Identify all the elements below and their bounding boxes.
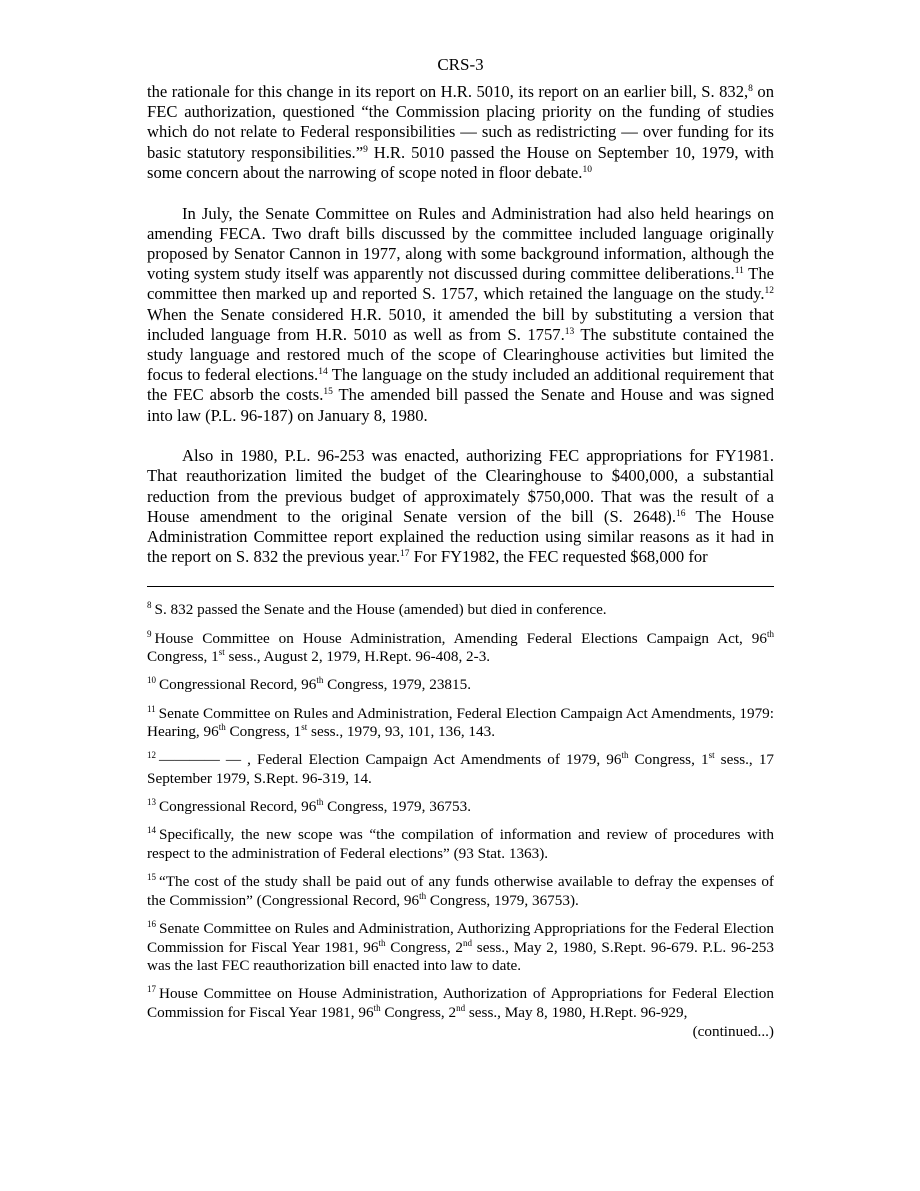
footnote-ref-8[interactable]: 8 (748, 84, 753, 94)
ordinal-suffix: th (419, 890, 427, 901)
footnote-text: sess., May 2, 1980, S.Rept. 96-679. P.L. 96-253 was the last FEC reauthorization bill enacted into law to date. (147, 938, 774, 975)
ordinal-suffix: th (316, 675, 324, 686)
footnote-ref-17[interactable]: 17 (400, 549, 410, 560)
footnote-text: Congress, 1979, 23815. (323, 676, 472, 694)
ordinal-suffix: th (218, 722, 226, 733)
p1-text-2: on FEC authorization, questioned “the Commission placing priority on the funding of studies which do not relate to Federal responsibilities — such as redistricting — over funding for its basic statutory responsibilities.” (147, 82, 774, 162)
footnote-number: 14 (147, 825, 156, 836)
footnote-text: Congress, 2 (385, 938, 464, 956)
p2-text-3: When the Senate considered H.R. 5010, it amended the bill by substituting a version that included language from H.R. 5010 as well as from S. 1757. (147, 304, 774, 344)
footnote-number: 11 (147, 703, 156, 714)
footnote-13 (147, 798, 774, 817)
footnote-ref-11[interactable]: 11 (734, 266, 744, 277)
paragraph-3 (147, 446, 774, 567)
footnote-text: Congress, 1979, 36753. (323, 798, 472, 816)
ordinal-suffix: th (766, 628, 774, 639)
footnote-text: ———— — , Federal Election Campaign Act Amendments of 1979, 96 (159, 751, 622, 769)
footnote-ref-9[interactable]: 9 (363, 144, 368, 155)
footnote-text: Specifically, the new scope was “the compilation of information and review of procedures with respect to the administration of Federal elections” (93 Stat. 1363). (147, 826, 774, 862)
footnote-text: sess., August 2, 1979, H.Rept. 96-408, 2-3. (224, 648, 491, 666)
body-text (147, 82, 774, 567)
footnote-text: Congress, 1 (147, 648, 219, 666)
p3-text-1: Also in 1980, P.L. 96-253 was enacted, authorizing FEC appropriations for FY1981. That reauthorization limited the budget of the Clearinghouse to $400,000, a substantial reduction from the previous budget of approximately $750,000. That was the result of a House amendment to the original Senate version of the bill (S. 2648). (147, 446, 774, 526)
footnote-11 (147, 705, 774, 742)
footnote-ref-10[interactable]: 10 (582, 164, 592, 175)
ordinal-suffix: th (373, 1002, 381, 1013)
ordinal-suffix: th (378, 937, 386, 948)
footnote-12 (147, 751, 774, 788)
ordinal-suffix: nd (463, 937, 473, 948)
ordinal-suffix: th (316, 797, 324, 808)
paragraph-1 (147, 82, 774, 183)
continued-notice: (continued...) (692, 1022, 774, 1040)
footnote-number: 17 (147, 984, 156, 995)
footnote-text: House Committee on House Administration, Authorization of Appropriations for Federal Election Commission for Fiscal Year 1981, 96 (147, 985, 774, 1021)
footnote-15 (147, 873, 774, 910)
paragraph-2 (147, 204, 774, 426)
footnote-number: 16 (147, 918, 156, 929)
footnote-text: sess., 17 September 1979, S.Rept. 96-319, 14. (147, 751, 775, 787)
footnote-text: Congress, 1 (628, 751, 709, 769)
footnote-text: Congress, 2 (380, 1003, 457, 1021)
ordinal-suffix: st (218, 647, 225, 658)
footnote-text: “The cost of the study shall be paid out of any funds otherwise available to defray the expenses of the Commission” (Congressional Record, 96 (147, 873, 774, 909)
footnote-text: sess., May 8, 1980, H.Rept. 96-929, (465, 1003, 688, 1021)
ordinal-suffix: th (621, 750, 629, 761)
footnote-number: 15 (147, 872, 156, 883)
footnote-9 (147, 630, 774, 667)
p3-text-2: The House Administration Committee report explained the reduction using similar reasons as it had in the report on S. 832 the previous year. (147, 506, 774, 567)
footnote-number: 8 (147, 600, 152, 611)
footnote-10 (147, 676, 774, 695)
footnote-text: Congressional Record, 96 (159, 676, 317, 694)
footnote-text: sess., 1979, 93, 101, 136, 143. (307, 723, 495, 741)
p1-text-1: the rationale for this change in its report on H.R. 5010, its report on an earlier bill, S. 832, (147, 82, 749, 101)
p2-text-4: The substitute contained the study language and restored much of the scope of Clearinghouse activities but limited the focus to federal elections. (147, 324, 774, 385)
p2-text-5: The language on the study included an additional requirement that the FEC absorb the costs. (147, 365, 774, 405)
p3-text-3: For FY1982, the FEC requested $68,000 for (409, 547, 708, 567)
footnote-text: House Committee on House Administration, Amending Federal Elections Campaign Act, 96 (154, 629, 767, 647)
footnote-16 (147, 920, 774, 976)
footnotes-section (147, 601, 774, 1041)
footnote-text: Congressional Record, 96 (159, 798, 317, 816)
footnote-number: 10 (147, 675, 156, 686)
p2-text-6: The amended bill passed the Senate and House and was signed into law (P.L. 96-187) on January 8, 1980. (147, 385, 775, 425)
footnote-ref-14[interactable]: 14 (318, 367, 328, 378)
p1-text-3: H.R. 5010 passed the House on September 10, 1979, with some concern about the narrowing of scope noted in floor debate. (147, 142, 774, 182)
p2-text-2: The committee then marked up and reported S. 1757, which retained the language on the study. (147, 264, 774, 304)
document-page (147, 0, 774, 1041)
footnote-8 (147, 601, 774, 620)
footnote-text: Congress, 1979, 36753). (426, 891, 579, 909)
footnote-text: Congress, 1 (225, 723, 302, 741)
ordinal-suffix: st (708, 750, 715, 761)
footnote-number: 9 (147, 628, 152, 639)
page-number-header: CRS-3 (437, 55, 484, 74)
footnote-17 (147, 985, 774, 1022)
footnote-ref-12[interactable]: 12 (764, 286, 774, 297)
footnote-text: S. 832 passed the Senate and the House (amended) but died in conference. (154, 601, 607, 619)
footnote-ref-16[interactable]: 16 (675, 508, 686, 519)
footnote-text: Senate Committee on Rules and Administration, Authorizing Appropriations for the Federal Election Commission for Fiscal Year 1981, 96 (147, 919, 774, 956)
footnote-text: Senate Committee on Rules and Administration, Federal Election Campaign Act Amendments, 1979: Hearing, 96 (147, 704, 774, 741)
footnote-ref-15[interactable]: 15 (323, 387, 333, 398)
footnote-number: 12 (147, 750, 156, 761)
footnote-number: 13 (147, 797, 156, 808)
p2-text-1: In July, the Senate Committee on Rules and Administration had also held hearings on amending FECA. Two draft bills discussed by the committee included language originally proposed by Senator Cannon in 1977, along with some background information, although the voting system study itself was apparently not discussed during committee deliberations. (147, 203, 774, 284)
ordinal-suffix: st (301, 722, 308, 733)
footnote-14 (147, 826, 774, 863)
ordinal-suffix: nd (456, 1002, 466, 1013)
footnote-divider (147, 586, 774, 587)
footnote-ref-13[interactable]: 13 (564, 326, 575, 337)
